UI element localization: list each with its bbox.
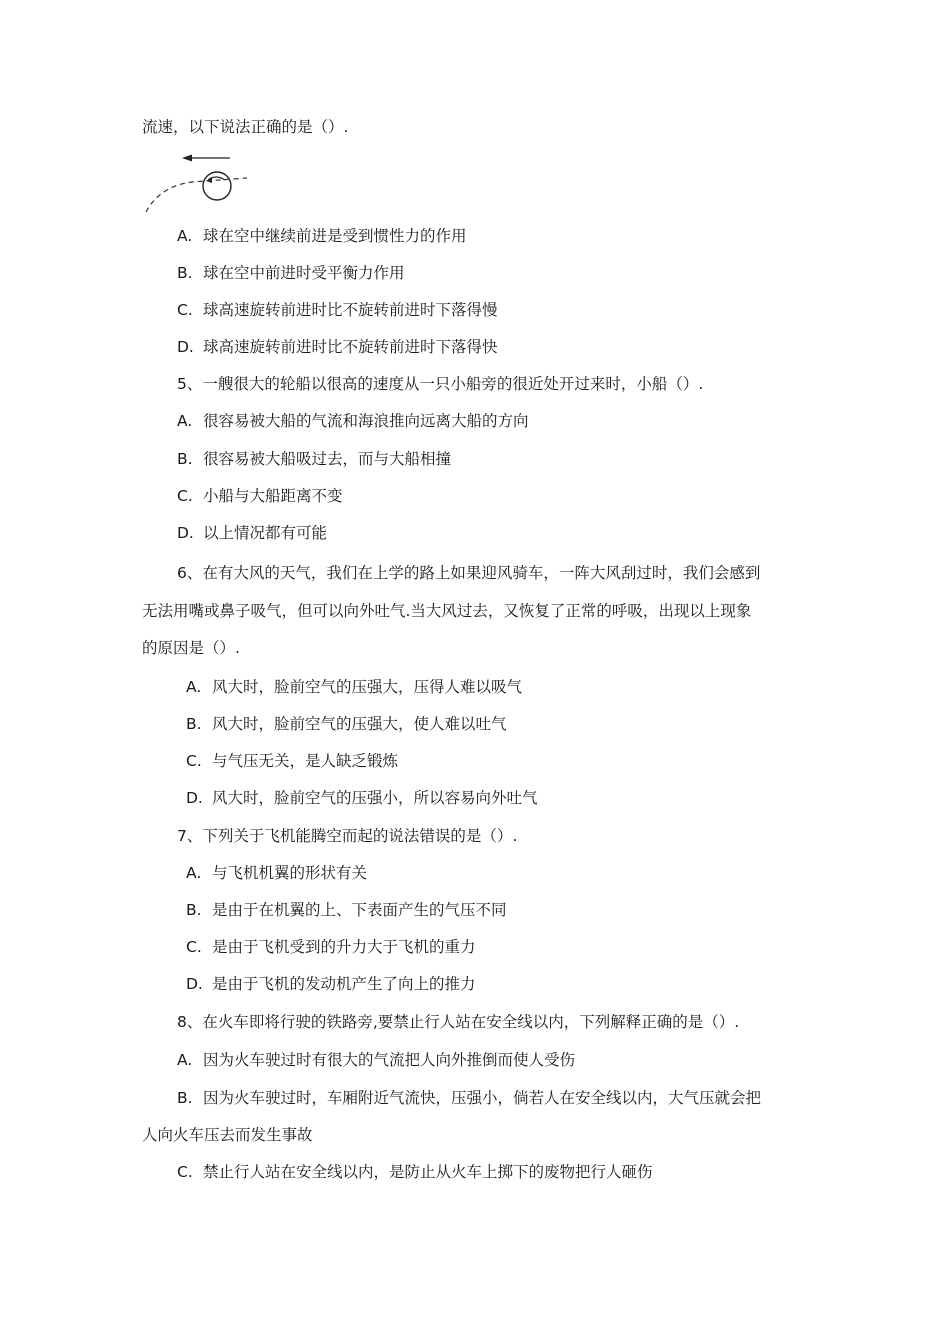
q8-option-a: A. 因为火车驶过时有很大的气流把人向外推倒而使人受伤 — [177, 1051, 576, 1069]
q5-option-a: A. 很容易被大船的气流和海浪推向远离大船的方向 — [177, 412, 529, 430]
q7-option-d: D. 是由于飞机的发动机产生了向上的推力 — [186, 975, 476, 993]
q8-stem: 8、在火车即将行驶的铁路旁,要禁止行人站在安全线以内，下列解释正确的是（）. — [177, 1013, 740, 1031]
spinning-ball-figure — [142, 150, 252, 214]
q4-option-d: D. 球高速旋转前进时比不旋转前进时下落得快 — [177, 338, 498, 356]
q6-option-b: B. 风大时，脸前空气的压强大，使人难以吐气 — [186, 715, 507, 733]
q6-stem-line-3: 的原因是（）. — [142, 639, 240, 657]
direction-arrowhead — [182, 155, 192, 162]
q4-option-c: C. 球高速旋转前进时比不旋转前进时下落得慢 — [177, 301, 498, 319]
q8-option-b-continued: 人向火车压去而发生事故 — [142, 1126, 313, 1144]
ball-circle — [203, 172, 231, 200]
q7-stem: 7、下列关于飞机能腾空而起的说法错误的是（）. — [177, 827, 518, 845]
q7-option-b: B. 是由于在机翼的上、下表面产生的气压不同 — [186, 901, 507, 919]
q6-option-a: A. 风大时，脸前空气的压强大，压得人难以吸气 — [186, 678, 523, 696]
q6-stem-line-2: 无法用嘴或鼻子吸气，但可以向外吐气.当大风过去，又恢复了正常的呼吸，出现以上现象 — [142, 602, 752, 620]
q5-stem: 5、一艘很大的轮船以很高的速度从一只小船旁的很近处开过来时，小船（）. — [177, 375, 704, 393]
q5-option-d: D. 以上情况都有可能 — [177, 524, 328, 542]
q4-option-b: B. 球在空中前进时受平衡力作用 — [177, 264, 405, 282]
q6-stem-line-1: 6、在有大风的天气，我们在上学的路上如果迎风骑车，一阵大风刮过时，我们会感到 — [177, 564, 761, 582]
q6-option-c: C. 与气压无关，是人缺乏锻炼 — [186, 752, 399, 770]
spin-arrowhead — [206, 177, 212, 183]
q5-option-c: C. 小船与大船距离不变 — [177, 487, 343, 505]
q8-option-c: C. 禁止行人站在安全线以内，是防止从火车上掷下的废物把行人砸伤 — [177, 1163, 653, 1181]
q6-option-d: D. 风大时，脸前空气的压强小，所以容易向外吐气 — [186, 789, 538, 807]
q4-stem-tail: 流速，以下说法正确的是（）. — [142, 118, 349, 136]
q8-option-b: B. 因为火车驶过时，车厢附近气流快，压强小，倘若人在安全线以内，大气压就会把 — [177, 1089, 762, 1107]
q7-option-a: A. 与飞机机翼的形状有关 — [186, 864, 368, 882]
q5-option-b: B. 很容易被大船吸过去，而与大船相撞 — [177, 450, 452, 468]
q7-option-c: C. 是由于飞机受到的升力大于飞机的重力 — [186, 938, 476, 956]
trajectory-dashed — [146, 178, 247, 212]
q4-option-a: A. 球在空中继续前进是受到惯性力的作用 — [177, 227, 467, 245]
